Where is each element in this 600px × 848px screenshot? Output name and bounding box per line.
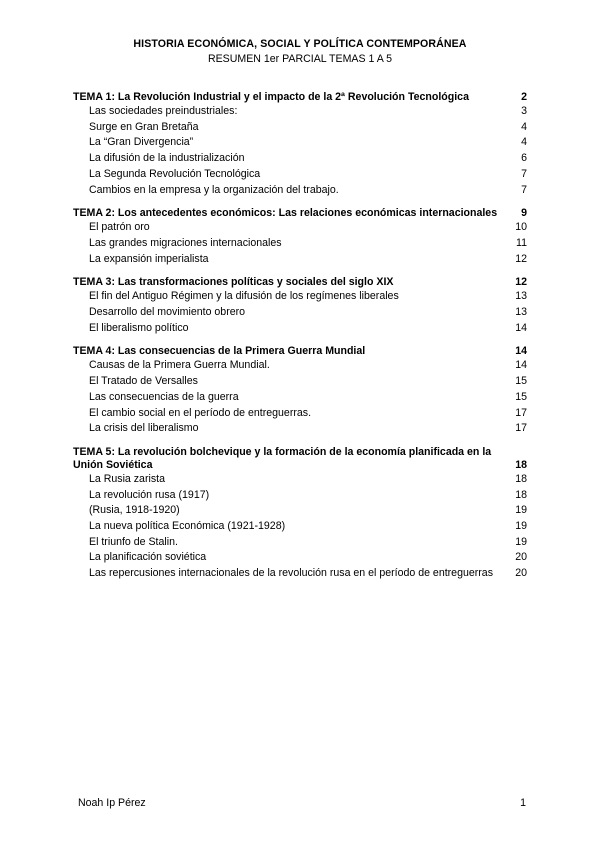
toc-entry[interactable] (73, 390, 527, 406)
footer-page-number: 1 (520, 797, 526, 809)
toc-entry[interactable] (73, 488, 527, 504)
toc-entry-title: El fin del Antiguo Régimen y la difusión de los regímenes liberales (89, 290, 399, 303)
toc-entry-page: 18 (515, 472, 527, 485)
toc-entry[interactable] (73, 566, 527, 582)
toc-entry[interactable] (73, 289, 527, 305)
toc-entry-title: Causas de la Primera Guerra Mundial. (89, 359, 270, 372)
toc-entry-page: 20 (515, 551, 527, 564)
toc-entry-title: Las grandes migraciones internacionales (89, 236, 282, 249)
toc-entry[interactable] (73, 550, 527, 566)
toc-entry-page: 3 (521, 105, 527, 117)
toc-entry-title: Desarrollo del movimiento obrero (89, 306, 246, 319)
toc-entry-title: Cambios en la empresa y la organización del trabajo. (89, 183, 339, 196)
toc-section-page: 12 (515, 276, 527, 289)
toc-entry[interactable] (73, 236, 527, 252)
toc-entry-page: 7 (521, 183, 527, 196)
toc-entry-page: 6 (521, 152, 527, 165)
toc-entry-page: 11 (516, 236, 527, 249)
table-of-contents (73, 91, 527, 582)
toc-section-title: TEMA 3: Las transformaciones políticas y sociales del siglo XIX (73, 276, 394, 289)
toc-section-2[interactable] (73, 207, 527, 220)
toc-entry-page: 20 (515, 567, 527, 580)
toc-entry-title: El Tratado de Versalles (89, 375, 198, 388)
toc-entry[interactable] (73, 104, 527, 120)
toc-entry-page: 15 (515, 390, 527, 403)
toc-entry-page: 17 (515, 422, 527, 435)
toc-section-title: TEMA 2: Los antecedentes económicos: Las relaciones económicas internacionales (73, 207, 498, 220)
toc-entry-page: 12 (515, 252, 527, 265)
toc-entry-page: 17 (515, 406, 527, 419)
toc-entry[interactable] (73, 321, 527, 337)
toc-entry-page: 4 (521, 136, 527, 149)
toc-entry-page: 7 (521, 167, 527, 180)
toc-entry-title: La difusión de la industrialización (89, 152, 245, 165)
toc-entry[interactable] (73, 519, 527, 535)
toc-entry-title: El patrón oro (89, 221, 150, 234)
toc-entry[interactable] (73, 305, 527, 321)
toc-entry-title: La Rusia zarista (89, 472, 165, 485)
toc-entry-page: 19 (515, 504, 527, 517)
toc-entry[interactable] (73, 220, 527, 236)
toc-entry-page: 13 (515, 306, 527, 319)
toc-section-page: 18 (515, 458, 527, 471)
toc-entry[interactable] (73, 167, 527, 183)
toc-entry-title: La revolución rusa (1917) (89, 488, 210, 501)
toc-section-5[interactable] (73, 446, 527, 472)
toc-entry-title: Las sociedades preindustriales: (89, 105, 238, 117)
toc-entry[interactable] (73, 421, 527, 437)
toc-entry-title: Las repercusiones internacionales de la revolución rusa en el período de entreguerras (89, 567, 493, 580)
toc-entry-title: La planificación soviética (89, 551, 207, 564)
toc-section-page: 2 (521, 91, 527, 103)
document-title: HISTORIA ECONÓMICA, SOCIAL Y POLÍTICA CONTEMPORÁNEA (133, 38, 467, 50)
toc-entry-page: 4 (521, 120, 527, 133)
toc-entry[interactable] (73, 374, 527, 390)
footer-author: Noah Ip Pérez (78, 797, 146, 809)
toc-entry[interactable] (73, 472, 527, 488)
toc-entry[interactable] (73, 120, 527, 136)
toc-section-page: 14 (515, 345, 527, 358)
toc-entry-page: 10 (515, 221, 527, 234)
toc-section-1[interactable] (73, 91, 527, 104)
toc-entry[interactable] (73, 406, 527, 422)
toc-entry-page: 14 (515, 321, 527, 334)
toc-entry[interactable] (73, 183, 527, 199)
toc-entry[interactable] (73, 503, 527, 519)
toc-section-title: TEMA 4: Las consecuencias de la Primera Guerra Mundial (73, 345, 366, 358)
toc-entry-page: 19 (515, 535, 527, 548)
toc-entry-title: La expansión imperialista (89, 252, 209, 265)
toc-entry-title: El liberalismo político (89, 321, 189, 334)
toc-entry-title: El cambio social en el período de entreguerras. (89, 406, 312, 419)
document-subtitle: RESUMEN 1er PARCIAL TEMAS 1 A 5 (207, 53, 393, 65)
toc-entry[interactable] (73, 358, 527, 374)
toc-entry-page: 14 (515, 359, 527, 372)
toc-entry-page: 13 (515, 290, 527, 303)
toc-section-4[interactable] (73, 345, 527, 358)
toc-entry-title: La Segunda Revolución Tecnológica (89, 167, 261, 180)
toc-entry-title: La “Gran Divergencia” (89, 136, 194, 149)
toc-entry-title: La crisis del liberalismo (89, 422, 199, 435)
toc-entry-page: 19 (515, 520, 527, 533)
toc-entry[interactable] (73, 252, 527, 268)
toc-entry-title: Las consecuencias de la guerra (89, 390, 239, 403)
toc-section-title: TEMA 5: La revolución bolchevique y la formación de la economía planificada en la Unión Soviética (73, 445, 492, 471)
toc-entry[interactable] (73, 535, 527, 551)
toc-entry[interactable] (73, 135, 527, 151)
toc-entry-title: (Rusia, 1918-1920) (89, 504, 180, 517)
toc-section-3[interactable] (73, 276, 527, 289)
toc-section-title: TEMA 1: La Revolución Industrial y el impacto de la 2ª Revolución Tecnológica (73, 91, 469, 103)
toc-entry-title: La nueva política Económica (1921-1928) (89, 520, 286, 533)
toc-entry-page: 15 (515, 375, 527, 388)
toc-section-page: 9 (521, 207, 527, 220)
toc-entry-page: 18 (515, 488, 527, 501)
toc-entry-title: Surge en Gran Bretaña (89, 120, 199, 133)
toc-entry[interactable] (73, 151, 527, 167)
toc-entry-title: El triunfo de Stalin. (89, 535, 178, 548)
